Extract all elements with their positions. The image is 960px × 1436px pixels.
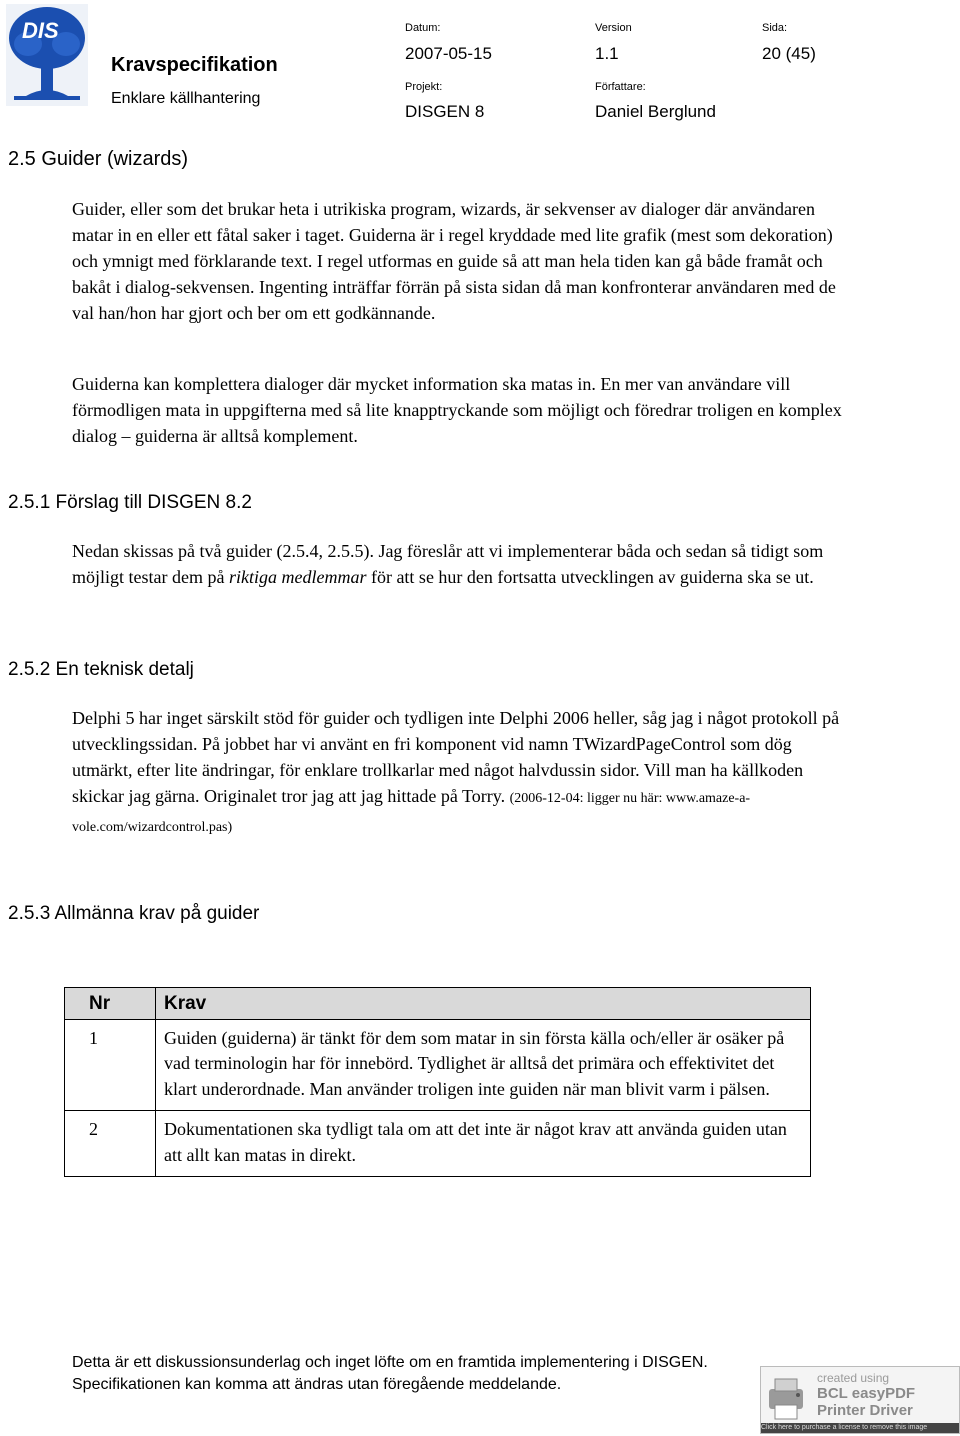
version-value: 1.1 [595,44,619,63]
technical-text: Delphi 5 har inget särskilt stöd för guider och tydligen inte Delphi 2006 heller, såg jag i något protokoll på utvecklingssidan. På jobbet har vi använt en fri komponent vid namn TWizardPageControl som dög utmärkt, efter lite ändringar, för enklare trollkarlar med något halvdussin sidor. Vill man ha källkoden skickar jag gärna. Originalet tror jag att jag hittade på Torry. [72,708,840,806]
forfattare-label: Författare: [595,81,646,93]
table-row [65,1111,811,1177]
column-header-krav: Krav [156,988,811,1020]
subsection-heading-3: 2.5.3 Allmänna krav på guider [8,903,260,924]
row-nr: 1 [65,1019,156,1111]
printer-icon [765,1375,809,1423]
sida-value: 20 (45) [762,44,816,63]
stamp-driver: Printer Driver [817,1402,913,1419]
table-row [65,1019,811,1111]
complement-paragraph: Guiderna kan komplettera dialoger där mycket information ska matas in. En mer van användare vill förmodligen mata in uppgifterna med så lite knapptryckande som möjligt och föredrar troligen en komplex dialog – guiderna är alltså komplement. [72,374,842,446]
projekt-label: Projekt: [405,81,443,93]
sida-label: Sida: [762,22,788,34]
forfattare-value: Daniel Berglund [595,102,716,121]
section-heading: 2.5 Guider (wizards) [8,148,189,170]
document-subtitle: Enklare källhantering [111,90,261,107]
technical-note: (2006-12-04: ligger nu här: www.amaze-a-vole.com/wizardcontrol.pas) [72,791,751,835]
proposal-paragraph [72,538,842,590]
logo-text: DIS [22,18,59,43]
proposal-text-italic: riktiga medlemmar [228,567,367,587]
footer [72,1352,708,1396]
footer-line-1: Detta är ett diskussionsunderlag och inget löfte om en framtida implementering i DISGEN. [72,1354,708,1371]
dis-logo [6,4,88,106]
proposal-text-start: Nedan skissas på två guider (2.5.4, 2.5.5). Jag föreslår att vi implementerar båda och sedan så tidigt som möjligt testar dem på [72,541,824,587]
license-link[interactable]: Click here to purchase a license to remove this image [761,1423,959,1433]
proposal-text-end: för att se hur den fortsatta utvecklingen av guiderna ska se ut. [366,567,814,587]
row-krav: Guiden (guiderna) är tänkt för dem som matar in sin första källa och/eller är osäker på vad terminologin har för innebörd. Tydlighet är alltså det primära och effektivitet det klart underordnade. Man använder troligen inte guiden när man blivit varm i pälsen. [156,1019,811,1111]
column-header-nr: Nr [65,988,156,1020]
footer-line-2: Specifikationen kan komma att ändras utan föregående meddelande. [72,1376,562,1393]
subsection-heading-2: 2.5.2 En teknisk detalj [8,659,194,680]
row-nr: 2 [65,1111,156,1177]
technical-paragraph [72,705,842,841]
stamp-line-1: created using [817,1371,890,1385]
subsection-heading-1: 2.5.1 Förslag till DISGEN 8.2 [8,492,252,513]
stamp-product: BCL easyPDF [817,1385,916,1402]
document-title: Kravspecifikation [111,54,278,76]
requirements-table [64,987,811,1177]
datum-value: 2007-05-15 [405,44,492,63]
datum-label: Datum: [405,22,441,34]
stamp-line-2 [817,1385,915,1419]
table-header-row [65,988,811,1020]
version-label: Version [595,22,632,34]
projekt-value: DISGEN 8 [405,102,485,121]
row-krav: Dokumentationen ska tydligt tala om att det inte är något krav att använda guiden utan att allt kan matas in direkt. [156,1111,811,1177]
pdf-driver-stamp[interactable] [760,1366,960,1434]
intro-paragraph: Guider, eller som det brukar heta i utrikiska program, wizards, är sekvenser av dialoger där användaren matar in en eller ett fåtal saker i taget. Guiderna är i regel kryddade med lite grafik (mest som dekoration) och ymnigt med förklarande text. I regel utformas en guide så att man hela tiden kan gå både framåt och bakåt i dialog-sekvensen. Ingenting inträffar förrän på sista sidan då man konfronterar användaren med de val han/hon har gjort och ber om ett godkännande. [72,199,836,323]
